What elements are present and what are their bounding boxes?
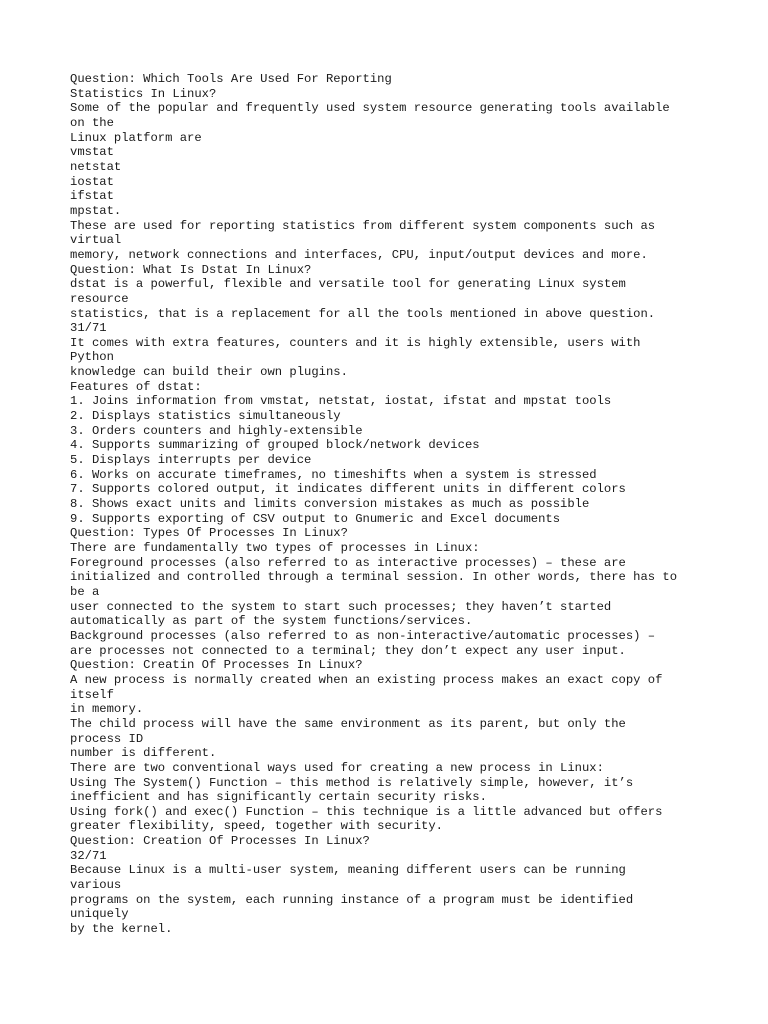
body-text: itself xyxy=(70,687,114,702)
list-item: 8. Shows exact units and limits conversion mistakes as much as possible xyxy=(70,497,590,512)
list-item: 2. Displays statistics simultaneously xyxy=(70,409,341,424)
tool-name: vmstat xyxy=(70,145,114,160)
list-item: 1. Joins information from vmstat, netstat, iostat, ifstat and mpstat tools xyxy=(70,394,612,409)
document-page xyxy=(70,72,760,937)
body-text: Python xyxy=(70,350,114,365)
question-heading: Question: Types Of Processes In Linux? xyxy=(70,526,348,541)
body-text: be a xyxy=(70,584,100,599)
body-text: programs on the system, each running instance of a program must be identified xyxy=(70,892,634,907)
body-text: greater flexibility, speed, together with security. xyxy=(70,819,443,834)
body-text: Foreground processes (also referred to as interactive processes) – these are xyxy=(70,555,626,570)
question-heading: Question: Creation Of Processes In Linux? xyxy=(70,834,370,849)
list-item: 7. Supports colored output, it indicates different units in different colors xyxy=(70,482,626,497)
body-text: resource xyxy=(70,291,129,306)
body-text: virtual xyxy=(70,233,122,248)
body-text: memory, network connections and interfaces, CPU, input/output devices and more. xyxy=(70,247,648,262)
tool-name: mpstat. xyxy=(70,203,122,218)
body-text: Using The System() Function – this method is relatively simple, however, it’s xyxy=(70,775,634,790)
page-number: 31/71 xyxy=(70,321,107,336)
question-heading: Question: Which Tools Are Used For Reporting xyxy=(70,72,392,86)
list-item: 4. Supports summarizing of grouped block/network devices xyxy=(70,438,480,453)
question-heading: Question: What Is Dstat In Linux? xyxy=(70,262,312,277)
list-item: 3. Orders counters and highly-extensible xyxy=(70,423,363,438)
body-text: number is different. xyxy=(70,746,217,761)
page-number: 32/71 xyxy=(70,848,107,863)
body-text: Linux platform are xyxy=(70,130,202,145)
question-heading: Statistics In Linux? xyxy=(70,86,217,101)
body-text: knowledge can build their own plugins. xyxy=(70,365,348,380)
body-text: various xyxy=(70,878,122,893)
body-text: statistics, that is a replacement for all the tools mentioned in above question. xyxy=(70,306,656,321)
body-text: user connected to the system to start such processes; they haven’t started xyxy=(70,599,612,614)
list-item: 9. Supports exporting of CSV output to Gnumeric and Excel documents xyxy=(70,511,561,526)
body-text: Background processes (also referred to as non-interactive/automatic processes) – xyxy=(70,628,656,643)
tool-name: netstat xyxy=(70,159,122,174)
body-text: on the xyxy=(70,115,114,130)
body-text: There are two conventional ways used for creating a new process in Linux: xyxy=(70,760,604,775)
tool-name: iostat xyxy=(70,174,114,189)
body-text: process ID xyxy=(70,731,144,746)
body-text: by the kernel. xyxy=(70,922,173,937)
body-text: A new process is normally created when an existing process makes an exact copy of xyxy=(70,672,663,687)
body-text: There are fundamentally two types of processes in Linux: xyxy=(70,541,480,555)
body-text: Because Linux is a multi-user system, meaning different users can be running xyxy=(70,863,626,878)
list-item: 6. Works on accurate timeframes, no timeshifts when a system is stressed xyxy=(70,467,597,482)
question-heading: Question: Creatin Of Processes In Linux? xyxy=(70,658,363,673)
body-text: Some of the popular and frequently used system resource generating tools available xyxy=(70,101,670,116)
body-text: are processes not connected to a terminal; they don’t expect any user input. xyxy=(70,643,626,658)
body-text: The child process will have the same environment as its parent, but only the xyxy=(70,716,626,731)
body-text: These are used for reporting statistics from different system components such as xyxy=(70,218,656,233)
section-heading: Features of dstat: xyxy=(70,379,202,394)
body-text: automatically as part of the system functions/services. xyxy=(70,614,473,629)
body-text: dstat is a powerful, flexible and versatile tool for generating Linux system xyxy=(70,277,626,292)
tool-name: ifstat xyxy=(70,189,114,204)
body-text: uniquely xyxy=(70,907,129,922)
list-item: 5. Displays interrupts per device xyxy=(70,453,312,468)
body-text: initialized and controlled through a terminal session. In other words, there has to xyxy=(70,570,678,585)
body-text: inefficient and has significantly certain security risks. xyxy=(70,790,487,805)
body-text: It comes with extra features, counters and it is highly extensible, users with xyxy=(70,335,641,350)
body-text: Using fork() and exec() Function – this technique is a little advanced but offers xyxy=(70,804,663,819)
body-text: in memory. xyxy=(70,702,144,717)
